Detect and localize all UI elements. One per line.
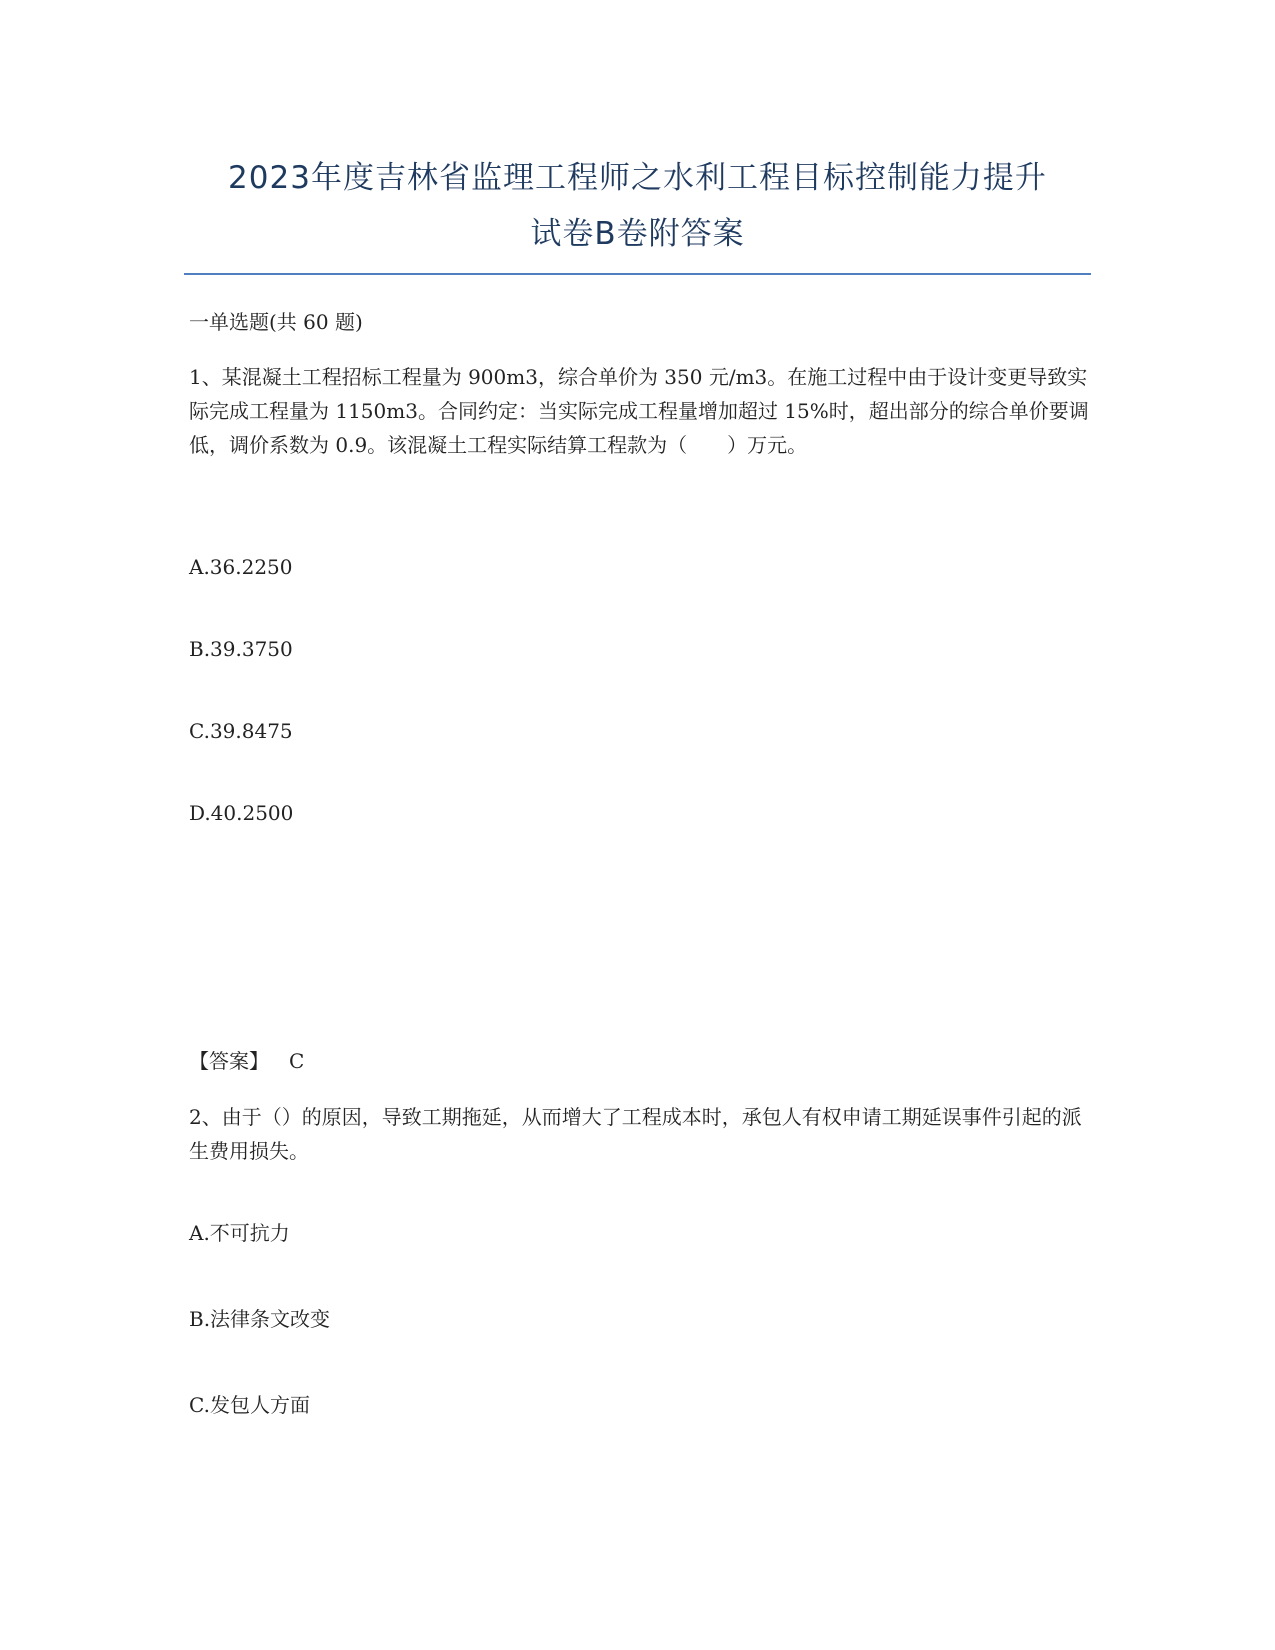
question-1-option-a: A.36.2250 bbox=[189, 555, 293, 579]
question-1-option-d: D.40.2500 bbox=[189, 801, 294, 825]
answer-value: C bbox=[289, 1049, 305, 1073]
question-1-text: 1、某混凝土工程招标工程量为 900m3，综合单价为 350 元/m3。在施工过程中由于设计变更导致实际完成工程量为 1150m3。合同约定：当实际完成工程量增加超过 15%时，超出部分的综合单价要调低，调价系数为 0.9。该混凝土工程实际结算工程款为（ ）万元。 bbox=[189, 365, 1089, 457]
section-heading: 一单选题(共 60 题) bbox=[189, 310, 363, 334]
answer-label: 【答案】 bbox=[189, 1049, 269, 1073]
question-1-option-c: C.39.8475 bbox=[189, 719, 293, 743]
question-2-text: 2、由于（）的原因，导致工期拖延，从而增大了工程成本时，承包人有权申请工期延误事件引起的派生费用损失。 bbox=[189, 1105, 1082, 1163]
question-2-option-b: B.法律条文改变 bbox=[189, 1307, 331, 1331]
question-1-answer bbox=[189, 1044, 304, 1078]
question-1-option-b: B.39.3750 bbox=[189, 637, 293, 661]
document-title bbox=[184, 150, 1091, 262]
title-divider bbox=[184, 273, 1091, 275]
question-2-option-a: A.不可抗力 bbox=[189, 1221, 290, 1245]
question-2-option-c: C.发包人方面 bbox=[189, 1393, 310, 1417]
document-title-line-2: 试卷B卷附答案 bbox=[530, 216, 745, 252]
document-title-line-1: 2023年度吉林省监理工程师之水利工程目标控制能力提升 bbox=[228, 160, 1047, 196]
